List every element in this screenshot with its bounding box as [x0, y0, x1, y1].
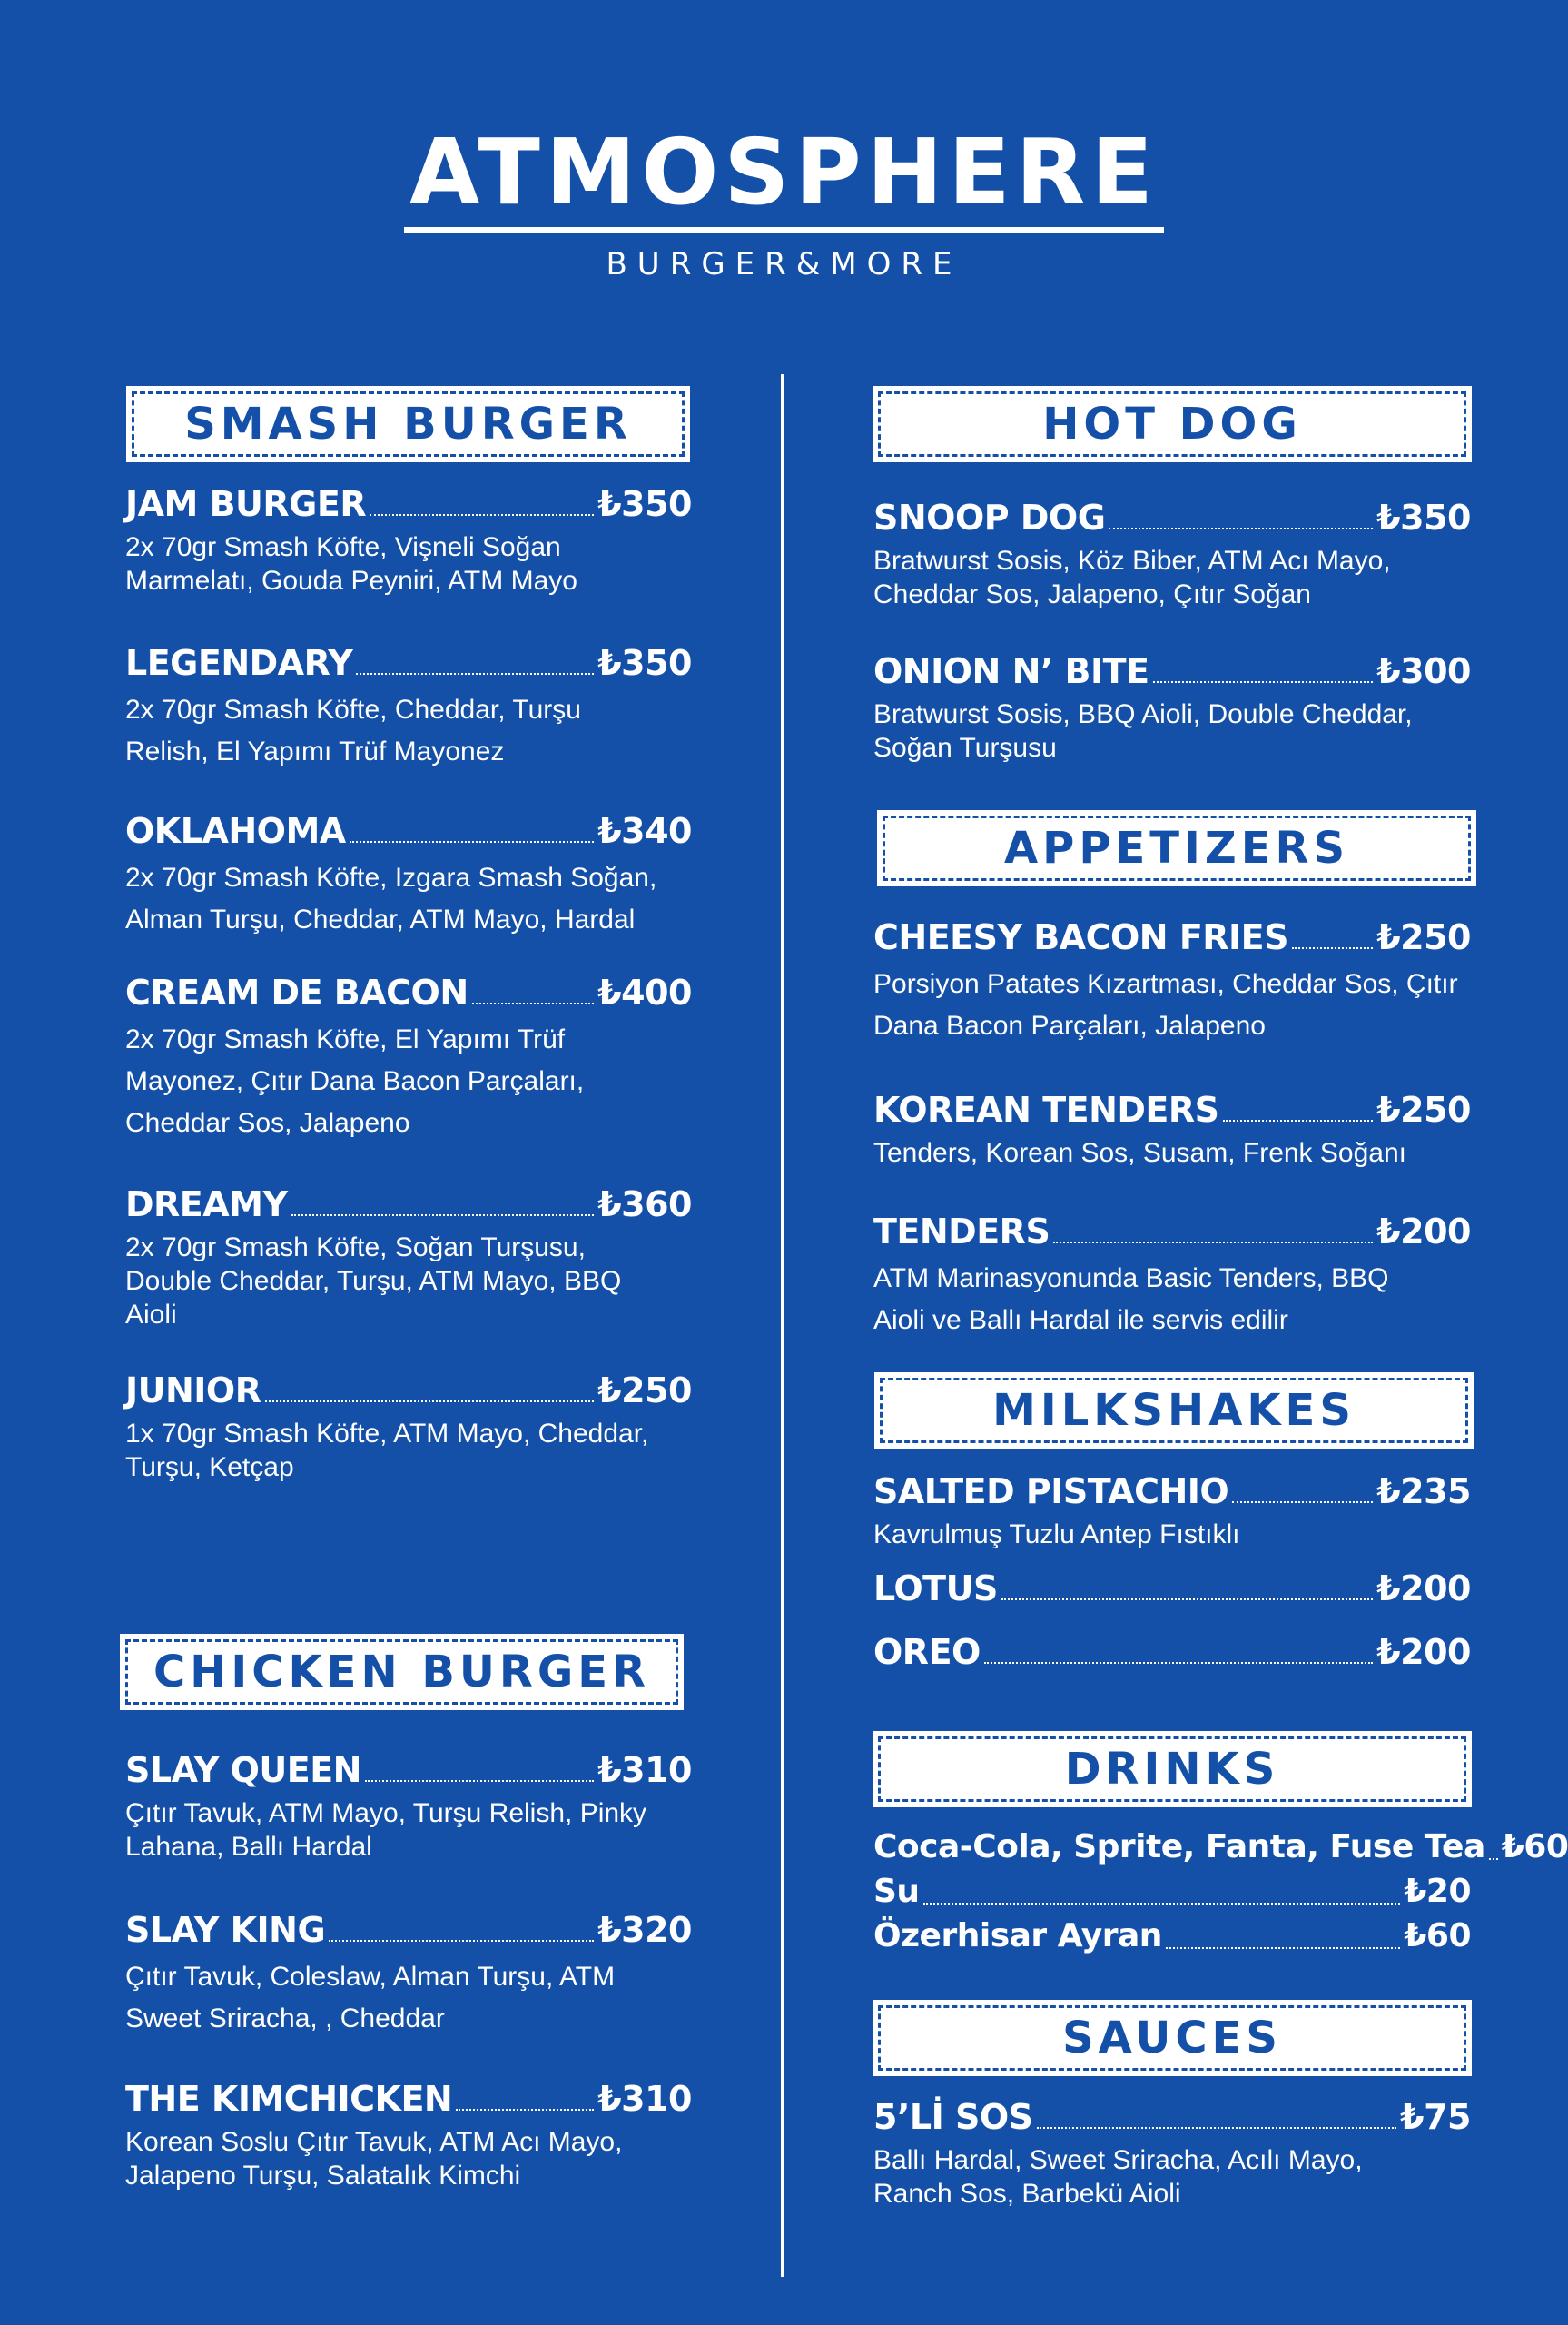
item-name: CHEESY BACON FRIES: [873, 917, 1289, 957]
section-milkshakes: [874, 1372, 1474, 1449]
menu-item-onion-n-bite: [873, 650, 1471, 765]
item-price: ₺75: [1400, 2097, 1471, 2137]
menu-item-korean-tenders: [873, 1089, 1471, 1170]
item-name: LOTUS: [873, 1568, 998, 1608]
section-chicken-burger: [120, 1634, 684, 1710]
dot-leader: [923, 1903, 1401, 1905]
section-title: SAUCES: [878, 2005, 1466, 2071]
menu-item-slay-queen: [125, 1749, 692, 1864]
dot-leader: [1153, 681, 1374, 683]
item-name: 5’Lİ SOS: [873, 2097, 1033, 2137]
dot-leader: [350, 841, 595, 843]
section-title: HOT DOG: [878, 391, 1466, 457]
menu-item-su: [873, 1870, 1471, 1914]
dot-leader: [329, 1940, 594, 1942]
item-description: Bratwurst Sosis, Köz Biber, ATM Acı Mayo, Cheddar Sos, Jalapeno, Çıtır Soğan: [873, 546, 1391, 609]
dot-leader: [1053, 1242, 1373, 1243]
section-title: CHICKEN BURGER: [125, 1639, 678, 1705]
item-price: ₺310: [597, 1750, 692, 1790]
item-name: Coca-Cola, Sprite, Fanta, Fuse Tea: [873, 1828, 1485, 1865]
menu-item-tenders: [873, 1211, 1471, 1341]
item-name: OREO: [873, 1632, 981, 1672]
section-title: DRINKS: [878, 1736, 1466, 1802]
item-price: ₺400: [597, 973, 692, 1013]
item-price: ₺360: [597, 1184, 692, 1224]
item-name: KOREAN TENDERS: [873, 1090, 1219, 1130]
brand-header: [0, 119, 1568, 282]
item-name: ONION N’ BITE: [873, 651, 1149, 691]
section-sauces: [873, 2000, 1472, 2076]
menu-item-cheesy-bacon-fries: [873, 916, 1471, 1047]
item-price: ₺250: [597, 1370, 692, 1410]
dot-leader: [265, 1400, 595, 1402]
item-price: ₺60: [1501, 1828, 1568, 1865]
brand-subtitle: BURGER&MORE: [606, 246, 962, 282]
item-description: 2x 70gr Smash Köfte, Soğan Turşusu, Double Cheddar, Turşu, ATM Mayo, BBQ Aioli: [125, 1232, 622, 1330]
item-price: ₺235: [1376, 1471, 1471, 1511]
dot-leader: [1001, 1598, 1373, 1600]
item-name: SALTED PISTACHIO: [873, 1471, 1229, 1511]
menu-item-salted-pistachio: [873, 1470, 1471, 1551]
item-price: ₺340: [597, 811, 692, 851]
item-name: SLAY QUEEN: [125, 1750, 361, 1790]
item-description: ATM Marinasyonunda Basic Tenders, BBQ Aioli ve Ballı Hardal ile servis edilir: [873, 1263, 1389, 1335]
item-price: ₺200: [1376, 1632, 1471, 1672]
menu-item-slay-king: [125, 1909, 692, 2040]
item-name: Özerhisar Ayran: [873, 1917, 1162, 1954]
menu-item-5li-sos: [873, 2096, 1471, 2211]
item-description: Çıtır Tavuk, ATM Mayo, Turşu Relish, Pinky Lahana, Ballı Hardal: [125, 1798, 647, 1862]
item-description: Porsiyon Patates Kızartması, Cheddar Sos, Çıtır Dana Bacon Parçaları, Jalapeno: [873, 969, 1458, 1041]
menu-item-snoop-dog: [873, 497, 1471, 611]
menu-item-junior: [125, 1370, 692, 1484]
dot-leader: [472, 1003, 595, 1004]
item-description: 2x 70gr Smash Köfte, Cheddar, Turşu Relish, El Yapımı Trüf Mayonez: [125, 695, 581, 767]
item-price: ₺350: [1376, 498, 1471, 538]
dot-leader: [1489, 1858, 1498, 1860]
item-price: ₺350: [597, 484, 692, 524]
dot-leader: [370, 514, 594, 516]
section-hot-dog: [873, 386, 1472, 462]
menu-item-the-kimchicken: [125, 2078, 692, 2192]
item-price: ₺250: [1376, 1090, 1471, 1130]
menu-item-dreamy: [125, 1183, 692, 1331]
dot-leader: [365, 1780, 594, 1782]
item-name: CREAM DE BACON: [125, 973, 468, 1013]
dot-leader: [1109, 528, 1373, 529]
item-price: ₺320: [597, 1910, 692, 1950]
item-price: ₺310: [597, 2079, 692, 2119]
menu-item-ayran: [873, 1914, 1471, 1958]
dot-leader: [1292, 947, 1373, 949]
item-name: LEGENDARY: [125, 643, 353, 683]
dot-leader: [291, 1214, 595, 1216]
menu-item-oreo: [873, 1631, 1471, 1673]
dot-leader: [984, 1662, 1373, 1664]
section-smash-burger: [126, 386, 690, 462]
item-price: ₺350: [597, 643, 692, 683]
dot-leader: [1232, 1501, 1373, 1503]
item-name: DREAMY: [125, 1184, 288, 1224]
item-name: JAM BURGER: [125, 484, 367, 524]
item-price: ₺200: [1376, 1568, 1471, 1608]
item-description: Korean Soslu Çıtır Tavuk, ATM Acı Mayo, Jalapeno Turşu, Salatalık Kimchi: [125, 2127, 623, 2191]
menu-item-lotus: [873, 1568, 1471, 1609]
item-name: SNOOP DOG: [873, 498, 1106, 538]
section-title: MILKSHAKES: [880, 1378, 1468, 1443]
brand-title: ATMOSPHERE: [404, 127, 1164, 233]
item-name: OKLAHOMA: [125, 811, 346, 851]
dot-leader: [1223, 1120, 1374, 1122]
item-name: THE KIMCHICKEN: [125, 2079, 453, 2119]
item-price: ₺60: [1404, 1917, 1471, 1954]
dot-leader: [1166, 1947, 1400, 1949]
menu-item-soft-drinks: [873, 1825, 1568, 1869]
section-appetizers: [877, 810, 1476, 886]
item-price: ₺250: [1376, 917, 1471, 957]
menu-item-oklahoma: [125, 810, 692, 941]
item-description: Bratwurst Sosis, BBQ Aioli, Double Cheddar, Soğan Turşusu: [873, 699, 1413, 763]
menu-item-jam-burger: [125, 483, 692, 598]
menu-item-legendary: [125, 642, 692, 773]
item-description: Çıtır Tavuk, Coleslaw, Alman Turşu, ATM Sweet Sriracha, , Cheddar: [125, 1962, 616, 2033]
section-drinks: [873, 1731, 1472, 1807]
item-price: ₺300: [1376, 651, 1471, 691]
column-divider: [781, 374, 784, 2277]
item-name: SLAY KING: [125, 1910, 326, 1950]
section-title: APPETIZERS: [883, 816, 1471, 881]
item-description: Ballı Hardal, Sweet Sriracha, Acılı Mayo, Ranch Sos, Barbekü Aioli: [873, 2145, 1363, 2209]
item-name: TENDERS: [873, 1212, 1050, 1252]
menu-item-cream-de-bacon: [125, 972, 692, 1144]
item-description: Tenders, Korean Sos, Susam, Frenk Soğanı: [873, 1138, 1406, 1168]
item-price: ₺20: [1404, 1873, 1471, 1910]
item-name: Su: [873, 1873, 920, 1910]
dot-leader: [356, 673, 594, 675]
item-description: 2x 70gr Smash Köfte, Izgara Smash Soğan, Alman Turşu, Cheddar, ATM Mayo, Hardal: [125, 863, 657, 935]
dot-leader: [456, 2109, 594, 2111]
item-description: 2x 70gr Smash Köfte, Vişneli Soğan Marmelatı, Gouda Peyniri, ATM Mayo: [125, 532, 577, 596]
section-title: SMASH BURGER: [132, 391, 685, 457]
item-description: 2x 70gr Smash Köfte, El Yapımı Trüf Mayonez, Çıtır Dana Bacon Parçaları, Cheddar Sos, Jalapeno: [125, 1024, 585, 1138]
item-description: Kavrulmuş Tuzlu Antep Fıstıklı: [873, 1519, 1240, 1549]
item-price: ₺200: [1376, 1212, 1471, 1252]
dot-leader: [1037, 2127, 1397, 2129]
item-name: JUNIOR: [125, 1370, 261, 1410]
item-description: 1x 70gr Smash Köfte, ATM Mayo, Cheddar, Turşu, Ketçap: [125, 1419, 649, 1482]
